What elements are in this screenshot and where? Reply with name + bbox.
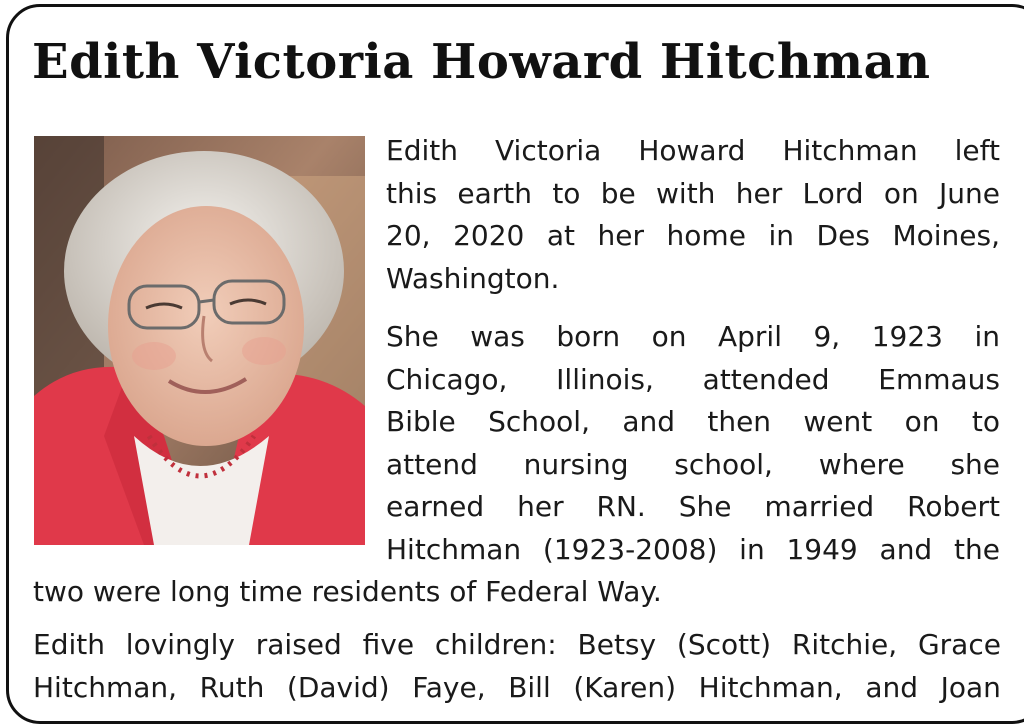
word: 1949: [786, 532, 858, 566]
paragraph-death-notice: [386, 130, 1000, 300]
paragraph-biography-continued: [33, 571, 1001, 614]
word: to: [552, 176, 581, 210]
text-line: [386, 444, 1000, 487]
paragraph-children: [33, 624, 1001, 709]
word: earth: [457, 176, 533, 210]
text-line: [386, 359, 1000, 402]
word: Chicago,: [386, 362, 508, 396]
word: (1923-2008): [542, 532, 718, 566]
text-line: [386, 130, 1000, 173]
word: Edith: [33, 628, 105, 661]
word: School,: [488, 405, 590, 438]
word: Illinois,: [556, 362, 654, 396]
word: Bible: [386, 405, 456, 438]
word: the: [954, 532, 1000, 566]
word: (Scott): [676, 628, 772, 661]
word: Howard: [638, 134, 746, 167]
word: and: [865, 670, 918, 704]
word: Victoria: [495, 134, 602, 167]
word: Faye,: [412, 670, 486, 704]
word: Grace: [917, 628, 1001, 661]
word: She: [386, 320, 439, 353]
word: then: [707, 405, 772, 438]
word: left: [954, 134, 1000, 167]
word: Bill: [508, 670, 551, 704]
text-line: [386, 529, 1000, 572]
word: born: [556, 320, 621, 353]
word: Robert: [907, 490, 1000, 523]
word: Hitchman,: [698, 670, 843, 704]
word: nursing: [523, 447, 629, 481]
word: to: [971, 405, 1000, 438]
word: attend: [386, 447, 478, 481]
text-line: [33, 624, 1001, 667]
word: Joan: [940, 670, 1001, 704]
text-line: [386, 215, 1000, 258]
text-line: [386, 316, 1000, 359]
word: April: [717, 320, 782, 353]
word: where: [818, 447, 905, 481]
word: with: [656, 176, 716, 210]
word: she: [950, 447, 1000, 481]
word: (Karen): [573, 670, 677, 704]
word: five: [362, 628, 415, 661]
text-line: Washington.: [386, 261, 560, 295]
text-line: [386, 173, 1000, 216]
portrait-photo: [34, 136, 365, 545]
word: lovingly: [125, 628, 235, 661]
word: Moines,: [892, 219, 1000, 252]
word: on: [883, 176, 919, 210]
word: her: [517, 490, 564, 523]
word: went: [803, 405, 873, 438]
word: her: [735, 176, 783, 210]
paragraph-biography: [386, 316, 1000, 571]
word: Hitchman: [782, 134, 918, 167]
word: Ritchie,: [791, 628, 898, 661]
word: She: [678, 490, 732, 523]
word: Lord: [802, 176, 864, 210]
word: married: [764, 490, 875, 523]
word: children:: [434, 628, 557, 661]
word: in: [739, 532, 765, 566]
word: Emmaus: [878, 362, 1000, 396]
word: in: [768, 219, 794, 252]
word: 9,: [813, 320, 841, 353]
word: school,: [674, 447, 773, 481]
word: Des: [816, 219, 870, 252]
word: on: [651, 320, 687, 353]
word: 1923: [871, 320, 943, 353]
text-line: [33, 667, 1001, 710]
obituary-title: Edith Victoria Howard Hitchman: [32, 34, 931, 90]
word: Hitchman: [386, 532, 522, 566]
word: this: [386, 176, 438, 210]
word: and: [622, 405, 676, 438]
word: Hitchman,: [33, 670, 178, 704]
word: in: [974, 320, 1000, 353]
word: (David): [286, 670, 390, 704]
word: at: [546, 219, 575, 252]
word: Edith: [386, 134, 458, 167]
word: and: [879, 532, 933, 566]
word: RN.: [596, 490, 646, 523]
text-line: two were long time residents of Federal Way.: [33, 575, 662, 608]
word: 20,: [386, 219, 431, 252]
word: attended: [702, 362, 830, 396]
text-line: [386, 401, 1000, 444]
word: was: [470, 320, 525, 353]
word: June: [939, 176, 1000, 210]
word: home: [666, 219, 746, 252]
portrait-illustration: [34, 136, 365, 545]
word: Ruth: [199, 670, 265, 704]
word: earned: [386, 490, 485, 523]
word: on: [904, 405, 940, 438]
word: raised: [255, 628, 342, 661]
word: her: [597, 219, 645, 252]
word: 2020: [453, 219, 525, 252]
word: Betsy: [577, 628, 657, 661]
text-line: [386, 486, 1000, 529]
word: be: [600, 176, 636, 210]
